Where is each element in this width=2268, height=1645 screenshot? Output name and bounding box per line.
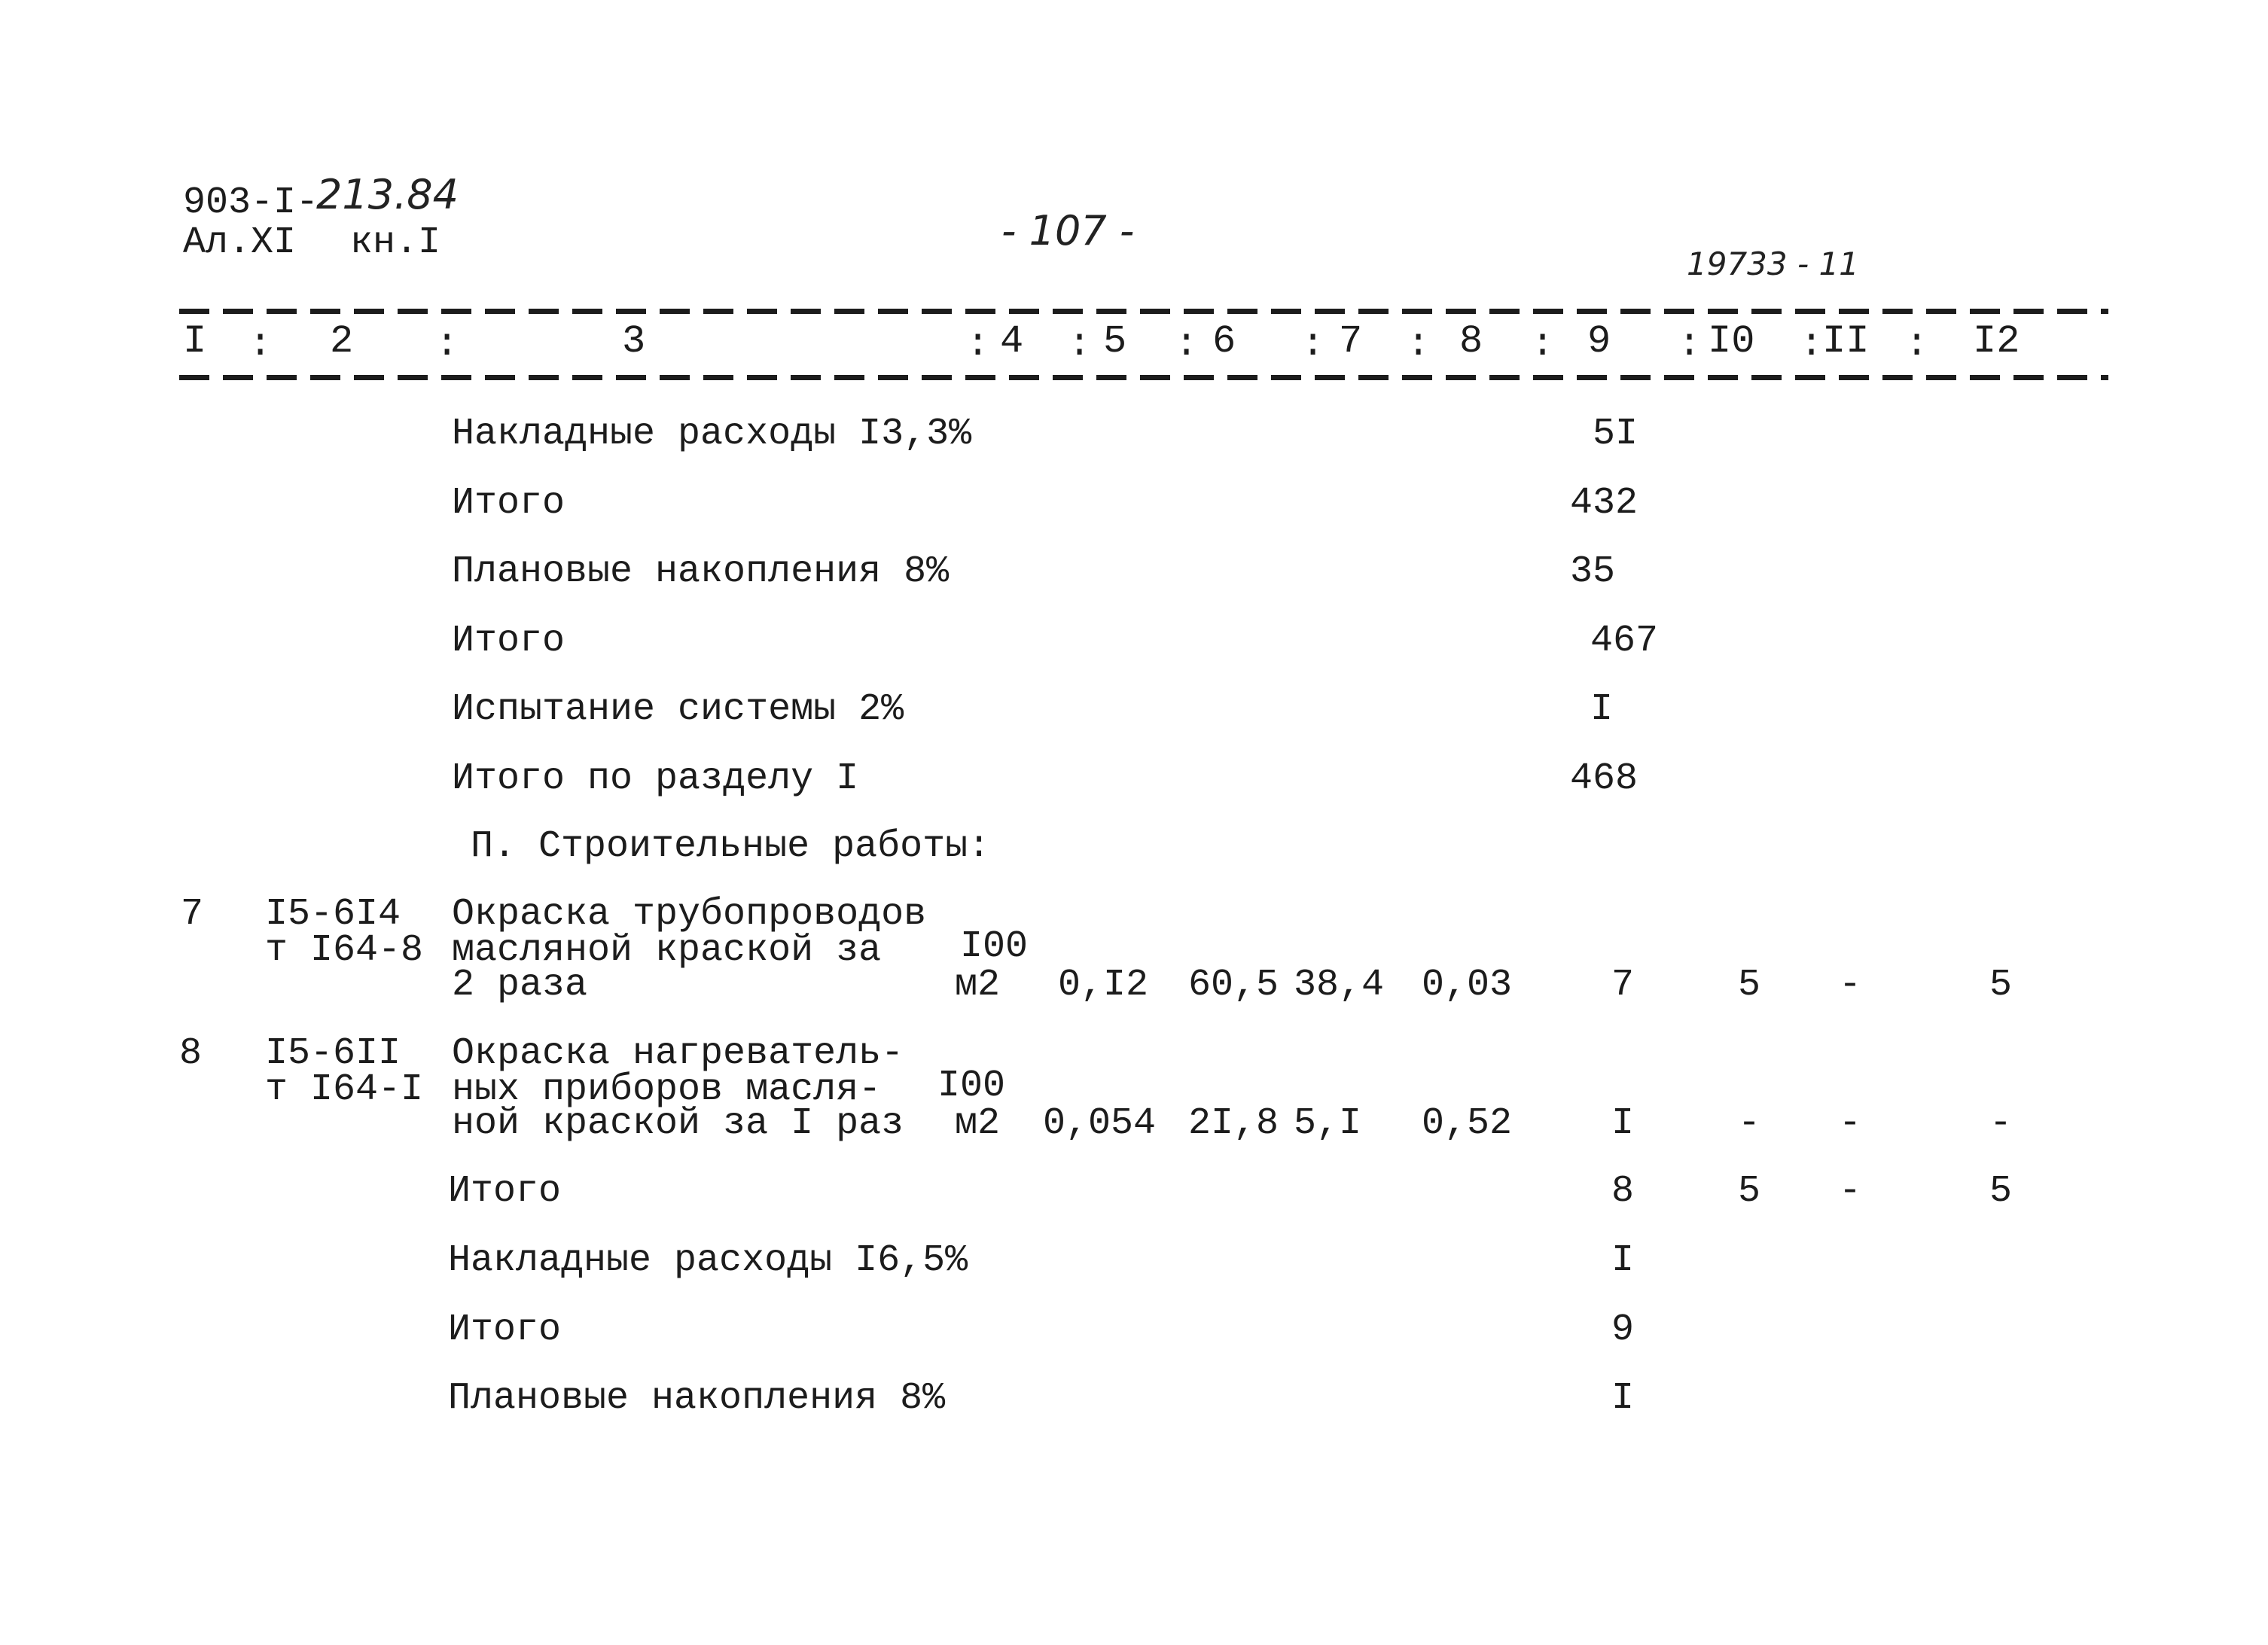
item-col9: I: [1611, 1102, 1635, 1145]
item-col7: 38,4: [1294, 964, 1385, 1007]
item-col9: 7: [1611, 964, 1635, 1007]
item-qty: 0,054: [1043, 1102, 1157, 1145]
item-col12: -: [1989, 1102, 2013, 1145]
summary-value: I: [1590, 688, 1614, 731]
item-col8: 0,03: [1422, 964, 1513, 1007]
summary-label: Испытание системы 2%: [452, 688, 904, 731]
summary-label: Итого по разделу I: [452, 757, 859, 800]
summary-label: Плановые накопления 8%: [448, 1377, 946, 1420]
item-code: I5-6I4: [265, 893, 401, 936]
summary-value: 9: [1611, 1308, 1635, 1351]
book-label: кн.I: [350, 221, 441, 264]
summary-value: 35: [1570, 550, 1616, 593]
summary-label: Итого: [452, 482, 565, 525]
summary-label: Итого: [452, 620, 565, 663]
item-name: 2 раза: [452, 964, 588, 1007]
item-col8: 0,52: [1422, 1102, 1513, 1145]
item-name: Окраска трубопроводов: [452, 893, 927, 936]
col-header-3: 3: [622, 319, 646, 364]
col-header-4: 4: [1000, 319, 1024, 364]
summary-label: Плановые накопления 8%: [452, 550, 950, 593]
item-name: ных приборов масля-: [452, 1068, 882, 1111]
album-label: Ал.XI: [183, 221, 297, 264]
item-qty: 0,I2: [1058, 964, 1149, 1007]
item-col11: -: [1839, 1102, 1862, 1145]
col-header-7: 7: [1339, 319, 1363, 364]
summary-value: 432: [1570, 482, 1639, 525]
col-separator: :: [1175, 322, 1199, 367]
summary-value: 468: [1570, 757, 1639, 800]
col-separator: :: [1301, 322, 1325, 367]
summary-value: 467: [1590, 620, 1659, 663]
item-col6: 2I,8: [1188, 1102, 1279, 1145]
subtotal-label: Итого: [448, 1170, 562, 1213]
col-header-8: 8: [1459, 319, 1483, 364]
col-separator: :: [435, 322, 459, 367]
col-separator: :: [1068, 322, 1092, 367]
item-name: ной краской за I раз: [452, 1102, 904, 1145]
item-col12: 5: [1989, 964, 2013, 1007]
summary-label: Накладные расходы I3,3%: [452, 413, 972, 455]
col-header-6: 6: [1212, 319, 1236, 364]
inventory-number-handwritten: 19733 - 11: [1687, 245, 1859, 282]
summary-label: Итого: [448, 1308, 562, 1351]
doc-code-handwritten: 213.84: [316, 171, 459, 218]
summary-value: I: [1611, 1239, 1635, 1282]
col-header-12: I2: [1973, 319, 2020, 364]
item-unit: I00: [937, 1065, 1006, 1107]
item-col6: 60,5: [1188, 964, 1279, 1007]
item-unit: I00: [960, 925, 1029, 968]
item-col7: 5,I: [1294, 1102, 1362, 1145]
section-title: П. Строительные работы:: [471, 825, 991, 868]
item-unit: м2: [955, 964, 1001, 1007]
col-separator: :: [1905, 322, 1929, 367]
item-col10: -: [1738, 1102, 1761, 1145]
item-name: Окраска нагреватель-: [452, 1032, 904, 1075]
summary-label: Накладные расходы I6,5%: [448, 1239, 968, 1282]
page-number-handwritten: - 107 -: [1001, 207, 1135, 254]
subtotal-col10: 5: [1738, 1170, 1761, 1213]
subtotal-col11: -: [1839, 1170, 1862, 1213]
col-header-1: I: [183, 319, 207, 364]
subtotal-col9: 8: [1611, 1170, 1635, 1213]
col-header-11: II: [1822, 319, 1870, 364]
col-header-9: 9: [1587, 319, 1611, 364]
col-header-2: 2: [330, 319, 354, 364]
subtotal-col12: 5: [1989, 1170, 2013, 1213]
col-header-10: I0: [1708, 319, 1755, 364]
item-col10: 5: [1738, 964, 1761, 1007]
item-code-ref: т I64-8: [265, 929, 424, 972]
col-separator: :: [966, 322, 990, 367]
col-separator: :: [1678, 322, 1702, 367]
col-separator: :: [1800, 322, 1824, 367]
item-code-ref: т I64-I: [265, 1068, 424, 1111]
item-unit: м2: [955, 1102, 1001, 1145]
item-number: 8: [179, 1032, 203, 1075]
item-name: масляной краской за: [452, 929, 882, 972]
item-code: I5-6II: [265, 1032, 401, 1075]
col-separator: :: [1407, 322, 1431, 367]
col-separator: :: [248, 322, 273, 367]
summary-value: 5I: [1593, 413, 1639, 455]
doc-code-prefix: 903-I-: [183, 181, 319, 224]
header-rule-top: [179, 309, 2108, 314]
item-number: 7: [181, 893, 204, 936]
item-col11: -: [1839, 964, 1862, 1007]
summary-value: I: [1611, 1377, 1635, 1420]
col-separator: :: [1531, 322, 1555, 367]
header-rule-bottom: [179, 375, 2108, 380]
col-header-5: 5: [1103, 319, 1127, 364]
